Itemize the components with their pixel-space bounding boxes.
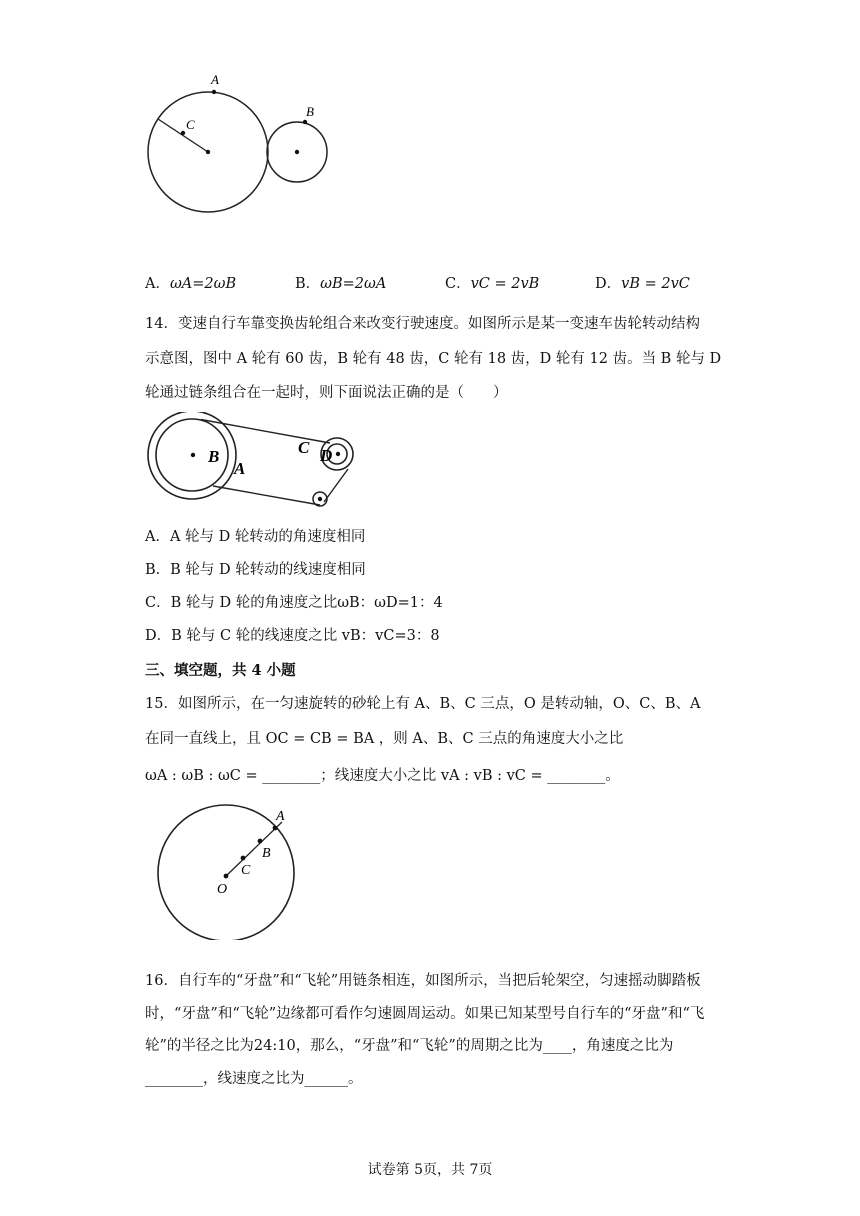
gear-b-center-point [191, 453, 195, 457]
chain-side [324, 469, 348, 502]
option-text: ωB=2ωA [320, 276, 387, 292]
radius-line [158, 119, 208, 152]
label-c: C [298, 438, 310, 457]
chain-upper [201, 420, 330, 444]
page-footer: 试卷第 5页，共 7页 [367, 1162, 493, 1178]
q14-gear-figure [140, 412, 370, 514]
option-letter: C． [445, 276, 471, 292]
label-b: B [208, 447, 220, 466]
point-c [181, 131, 185, 135]
q13-option-d [595, 272, 690, 293]
q14-option-c: C．B 轮与 D 轮的角速度之比ωB：ωD=1：4 [145, 595, 443, 611]
q13-option-c [445, 272, 539, 293]
q15-line-1: 15．如图所示，在一匀速旋转的砂轮上有 A、B、C 三点，O 是转动轴，O、C、B、A [145, 696, 701, 712]
point-c [241, 856, 246, 861]
chain-lower [213, 486, 320, 505]
label-a: A [211, 72, 219, 87]
tensioner-center-point [318, 497, 322, 501]
point-a [212, 90, 216, 94]
q16-line-4: ________，线速度之比为______。 [145, 1071, 363, 1087]
q15-line-2: 在同一直线上，且 OC = CB = BA ，则 A、B、C 三点的角速度大小之比 [145, 731, 624, 747]
option-text: vC = 2vB [470, 276, 540, 292]
label-c: C [241, 863, 251, 878]
label-o: O [217, 882, 228, 897]
q14-option-b: B．B 轮与 D 轮转动的线速度相同 [145, 562, 366, 578]
point-b [258, 839, 263, 844]
q16-line-1: 16．自行车的“牙盘”和“飞轮”用链条相连，如图所示，当把后轮架空，匀速摇动脚踏板 [145, 973, 701, 989]
q14-line-1: 14．变速自行车靠变换齿轮组合来改变行驶速度。如图所示是某一变速车齿轮转动结构 [145, 316, 700, 332]
q13-option-a [145, 272, 236, 293]
option-text: vB = 2vC [621, 276, 690, 292]
section-title: 三、填空题，共 4 小题 [145, 662, 296, 679]
gear-d-center-point [336, 452, 340, 456]
small-wheel-center-point [295, 150, 299, 154]
q13-option-b [295, 272, 386, 293]
q15-grinding-wheel-figure [148, 800, 308, 940]
option-text: ωA=2ωB [169, 276, 237, 292]
label-b: B [262, 846, 271, 861]
q14-option-d: D．B 轮与 C 轮的线速度之比 vB：vC=3：8 [145, 628, 440, 644]
label-a: A [234, 459, 246, 478]
q14-option-a: A．A 轮与 D 轮转动的角速度相同 [145, 529, 366, 545]
label-b: B [306, 104, 314, 119]
label-c: C [186, 117, 195, 132]
grinding-wheel-circle [158, 805, 294, 940]
large-wheel-center-point [206, 150, 210, 154]
point-o [224, 874, 229, 879]
option-letter: B． [295, 276, 321, 292]
q14-line-3: 轮通过链条组合在一起时，则下面说法正确的是（ ） [145, 385, 508, 401]
q16-line-2: 时，“牙盘”和“飞轮”边缘都可看作匀速圆周运动。如果已知某型号自行车的“牙盘”和“飞 [145, 1006, 705, 1022]
q16-line-3: 轮”的半径之比为24:10，那么，“牙盘”和“飞轮”的周期之比为____，角速度之比为 [145, 1038, 674, 1054]
q14-line-2: 示意图，图中 A 轮有 60 齿，B 轮有 48 齿，C 轮有 18 齿，D 轮有 12 齿。当 B 轮与 D [145, 351, 722, 367]
point-b [303, 120, 307, 124]
radius-line [226, 822, 282, 876]
label-a: A [276, 809, 285, 824]
q15-line-3: ωA : ωB : ωC = ________；线速度大小之比 vA : vB : vC = ________。 [145, 768, 620, 784]
option-letter: A． [145, 276, 170, 292]
point-a [273, 826, 278, 831]
q13-figure [140, 70, 340, 220]
label-d: D [320, 446, 333, 465]
option-letter: D． [595, 276, 622, 292]
